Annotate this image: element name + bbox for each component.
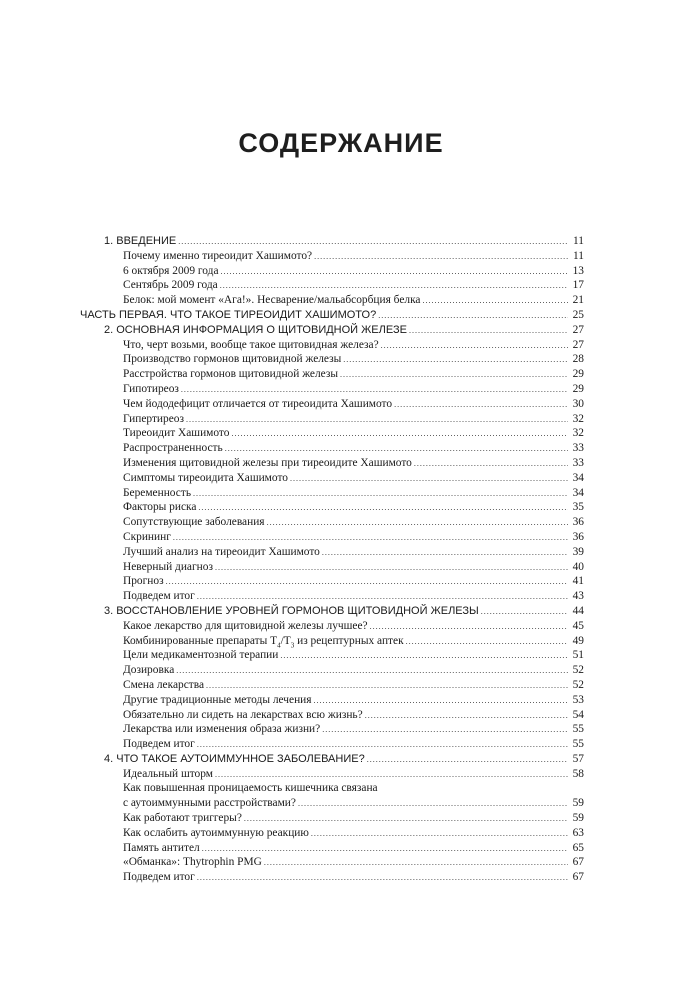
toc-entry-title: Сентябрь 2009 года (123, 279, 218, 292)
toc-page-number: 58 (572, 767, 584, 780)
toc-entry-title: Белок: мой момент «Ага!». Несварение/мальабсорбция белка (123, 294, 421, 307)
toc-entry-title: Прогноз (123, 575, 164, 588)
dot-leader (244, 812, 568, 827)
dot-leader (414, 457, 568, 472)
toc-page-number: 59 (572, 797, 584, 810)
toc-entry[interactable] (80, 264, 584, 279)
dot-leader (221, 265, 568, 280)
toc-entry[interactable] (80, 841, 584, 856)
toc-page-number: 11 (573, 249, 584, 262)
dot-leader (394, 398, 568, 413)
dot-leader (298, 797, 568, 812)
toc-page-number: 63 (572, 826, 584, 839)
toc-page-number: 34 (572, 486, 584, 499)
toc-page-number: 44 (572, 604, 584, 617)
toc-entry-title: Беременность (123, 486, 192, 499)
toc-page-number: 30 (572, 397, 584, 410)
toc-page-number: 33 (572, 442, 584, 455)
toc-entry-title: Лучший анализ на тиреоидит Хашимото (123, 545, 320, 558)
toc-page-number: 36 (572, 530, 584, 543)
toc-entry-title: 1. ВВЕДЕНИЕ (104, 235, 177, 247)
toc-entry-title: Почему именно тиреоидит Хашимото? (123, 249, 313, 262)
toc-entry-title: Лекарства или изменения образа жизни? (123, 723, 321, 736)
dot-leader (220, 279, 568, 294)
dot-leader (367, 753, 568, 768)
toc-entry-title: Комбинированные препараты $T_4/T_3$ из рецептурных аптек (123, 634, 404, 649)
toc-entry[interactable] (80, 722, 584, 737)
toc-page-number: 13 (572, 264, 584, 277)
dot-leader (267, 516, 568, 531)
toc-entry[interactable] (80, 515, 584, 530)
toc-entry[interactable] (80, 323, 584, 338)
toc-entry-title: Смена лекарства (123, 678, 205, 691)
toc-entry-title: Сопутствующие заболевания (123, 516, 265, 529)
toc-page-number: 52 (572, 664, 584, 677)
dot-leader (290, 472, 568, 487)
toc-entry[interactable] (80, 693, 584, 708)
toc-entry[interactable] (80, 412, 584, 427)
dot-leader (197, 871, 568, 886)
dot-leader (186, 413, 568, 428)
dot-leader (181, 383, 568, 398)
dot-leader (176, 664, 568, 679)
toc-entry-title: Неверный диагноз (123, 560, 213, 573)
toc-entry[interactable] (80, 870, 584, 885)
toc-entry[interactable] (80, 500, 584, 515)
dot-leader (378, 309, 568, 324)
toc-entry[interactable] (80, 663, 584, 678)
dot-leader (314, 250, 568, 265)
toc-entry-title: Симптомы тиреоидита Хашимото (123, 471, 288, 484)
dot-leader (422, 294, 568, 309)
toc-page-number: 55 (572, 723, 584, 736)
dot-leader (322, 723, 568, 738)
toc-entry-title: Скрининг (123, 530, 171, 543)
toc-page-number: 21 (572, 294, 584, 307)
toc-page-number: 65 (572, 841, 584, 854)
toc-page-number: 67 (572, 856, 584, 869)
toc-entry[interactable] (80, 648, 584, 663)
toc-page-number: 45 (572, 619, 584, 632)
toc-entry-title: Факторы риска (123, 501, 197, 514)
dot-leader (215, 561, 568, 576)
dot-leader (481, 605, 568, 620)
dot-leader (202, 842, 568, 857)
table-of-contents (80, 234, 584, 885)
toc-entry[interactable] (80, 338, 584, 353)
toc-entry-title: Подведем итог (123, 738, 195, 751)
toc-entry-title: Гипертиреоз (123, 412, 184, 425)
toc-page-number: 53 (572, 693, 584, 706)
toc-entry[interactable] (80, 604, 584, 619)
toc-entry-title: 6 октября 2009 года (123, 264, 219, 277)
toc-entry[interactable] (80, 574, 584, 589)
toc-entry-title: Подведем итог (123, 871, 195, 884)
toc-entry-title: Распространенность (123, 442, 223, 455)
toc-page-number: 40 (572, 560, 584, 573)
toc-page-number: 25 (572, 308, 584, 321)
toc-page-number: 57 (572, 752, 584, 765)
toc-entry[interactable] (80, 589, 584, 604)
toc-entry-title: Расстройства гормонов щитовидной железы (123, 368, 338, 381)
dot-leader (409, 324, 568, 339)
toc-entry-title: Что, черт возьми, вообще такое щитовидная железа? (123, 338, 379, 351)
toc-entry[interactable] (80, 826, 584, 841)
toc-page-number: 55 (572, 738, 584, 751)
toc-page-number: 52 (572, 678, 584, 691)
toc-entry[interactable] (80, 752, 584, 767)
toc-entry-title: 4. ЧТО ТАКОЕ АУТОИММУННОЕ ЗАБОЛЕВАНИЕ? (104, 752, 365, 765)
dot-leader (340, 368, 568, 383)
dot-leader (365, 709, 568, 724)
toc-entry-title: Производство гормонов щитовидной железы (123, 353, 342, 366)
dot-leader (198, 501, 568, 516)
toc-entry[interactable] (80, 426, 584, 441)
toc-page-number: 36 (572, 516, 584, 529)
dot-leader (406, 635, 568, 650)
toc-entry-title: Как ослабить аутоиммунную реакцию (123, 826, 309, 839)
toc-entry[interactable] (80, 855, 584, 870)
toc-page-number: 43 (572, 590, 584, 603)
toc-entry-title: 3. ВОССТАНОВЛЕНИЕ УРОВНЕЙ ГОРМОНОВ ЩИТОВИДНОЙ ЖЕЛЕЗЫ (104, 604, 479, 617)
toc-page-number: 67 (572, 871, 584, 884)
toc-entry[interactable] (80, 811, 584, 826)
dot-leader (322, 546, 568, 561)
toc-page-number: 27 (572, 338, 584, 351)
toc-page-number: 11 (573, 235, 584, 247)
toc-entry-title: Обязательно ли сидеть на лекарствах всю жизнь? (123, 708, 363, 721)
toc-page-number: 54 (572, 708, 584, 721)
dot-leader (197, 738, 568, 753)
dot-leader (215, 768, 568, 783)
toc-page-number: 27 (572, 323, 584, 336)
toc-page-number: 49 (572, 634, 584, 647)
dot-leader (197, 590, 568, 605)
toc-page-number: 29 (572, 382, 584, 395)
toc-entry[interactable] (80, 767, 584, 782)
toc-page-number: 17 (572, 279, 584, 292)
toc-entry[interactable] (80, 796, 584, 811)
dot-leader (314, 694, 568, 709)
toc-entry[interactable] (80, 352, 584, 367)
toc-page-number: 59 (572, 812, 584, 825)
toc-entry-title: Другие традиционные методы лечения (123, 693, 312, 706)
dot-leader (343, 353, 568, 368)
toc-entry[interactable] (80, 708, 584, 723)
dot-leader (225, 442, 568, 457)
toc-entry-title: Чем йододефицит отличается от тиреоидита Хашимото (123, 397, 393, 410)
toc-entry[interactable] (80, 545, 584, 560)
toc-entry-title: Как работают триггеры? (123, 812, 242, 825)
toc-entry[interactable] (80, 382, 584, 397)
toc-page-number: 41 (572, 575, 584, 588)
toc-entry[interactable] (80, 278, 584, 293)
toc-entry[interactable] (80, 486, 584, 501)
toc-entry[interactable] (80, 634, 584, 649)
toc-entry[interactable] (80, 367, 584, 382)
toc-entry[interactable] (80, 619, 584, 634)
toc-page-number: 33 (572, 456, 584, 469)
toc-entry[interactable] (80, 781, 584, 796)
dot-leader (280, 649, 568, 664)
toc-entry[interactable] (80, 249, 584, 264)
toc-entry[interactable] (80, 560, 584, 575)
toc-entry[interactable] (80, 441, 584, 456)
dot-leader (166, 575, 568, 590)
toc-entry-title: Дозировка (123, 664, 175, 677)
dot-leader (206, 679, 568, 694)
toc-entry[interactable] (80, 456, 584, 471)
toc-entry-title: Подведем итог (123, 590, 195, 603)
toc-entry-title: Тиреоидит Хашимото (123, 427, 230, 440)
toc-entry-title: с аутоиммунными расстройствами? (123, 797, 296, 810)
dot-leader (193, 487, 568, 502)
toc-entry-title: Как повышенная проницаемость кишечника связана (123, 782, 378, 795)
toc-entry[interactable] (80, 234, 584, 249)
toc-entry[interactable] (80, 308, 584, 323)
toc-entry-title: Цели медикаментозной терапии (123, 649, 279, 662)
toc-entry-title: Гипотиреоз (123, 382, 179, 395)
toc-page-number: 34 (572, 471, 584, 484)
page-title: СОДЕРЖАНИЕ (238, 128, 444, 158)
toc-entry-title: Память антител (123, 841, 200, 854)
toc-entry[interactable] (80, 530, 584, 545)
toc-page-number: 32 (572, 427, 584, 440)
dot-leader (231, 427, 568, 442)
toc-entry[interactable] (80, 397, 584, 412)
toc-entry-title: ЧАСТЬ ПЕРВАЯ. ЧТО ТАКОЕ ТИРЕОИДИТ ХАШИМОТО? (80, 308, 377, 321)
toc-entry[interactable] (80, 678, 584, 693)
toc-entry-title: «Обманка»: Thytrophin PMG (123, 856, 262, 869)
toc-page-number: 51 (572, 649, 584, 662)
toc-entry-title: Идеальный шторм (123, 767, 213, 780)
dot-leader (173, 531, 568, 546)
toc-entry-title: Какое лекарство для щитовидной железы лучшее? (123, 619, 368, 632)
toc-entry-title: 2. ОСНОВНАЯ ИНФОРМАЦИЯ О ЩИТОВИДНОЙ ЖЕЛЕЗЕ (104, 323, 407, 336)
toc-entry[interactable] (80, 737, 584, 752)
toc-page-number: 28 (572, 353, 584, 366)
dot-leader (381, 339, 568, 354)
dot-leader (370, 620, 568, 635)
toc-page-number: 35 (572, 501, 584, 514)
toc-entry[interactable] (80, 471, 584, 486)
toc-page-number: 32 (572, 412, 584, 425)
dot-leader (311, 827, 568, 842)
toc-page-number: 39 (572, 545, 584, 558)
toc-entry[interactable] (80, 293, 584, 308)
dot-leader (178, 235, 568, 250)
dot-leader (264, 856, 568, 871)
toc-page-number: 29 (572, 368, 584, 381)
toc-entry-title: Изменения щитовидной железы при тиреоидите Хашимото (123, 456, 412, 469)
